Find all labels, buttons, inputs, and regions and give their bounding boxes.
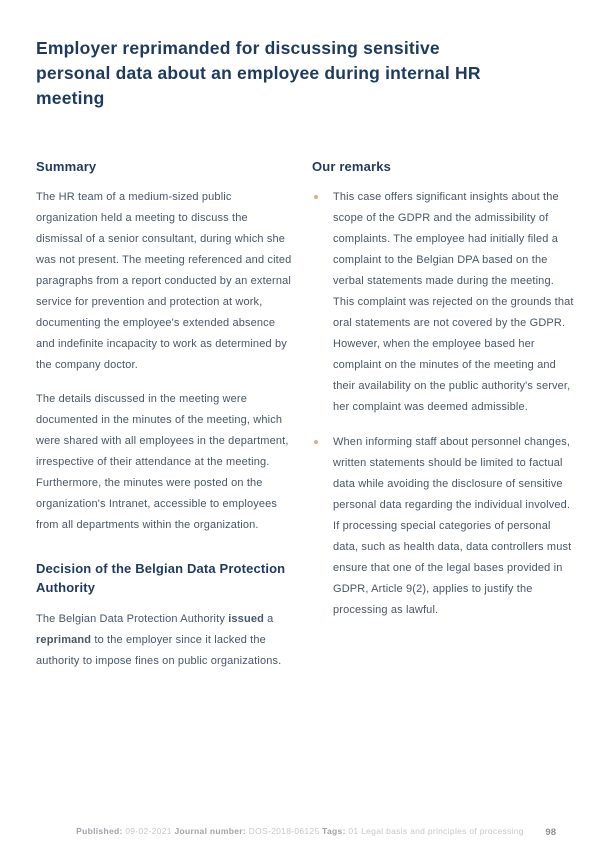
tags-label: Tags: xyxy=(322,826,346,836)
decision-text-segment-bold: reprimand xyxy=(36,634,92,647)
decision-heading: Decision of the Belgian Data Protection Authority xyxy=(36,561,286,596)
right-column xyxy=(312,158,574,686)
journal-number-label: Journal number: xyxy=(174,826,246,836)
published-value: 09-02-2021 xyxy=(125,826,172,836)
page-title: Employer reprimanded for discussing sensitive personal data about an employee during internal HR meeting xyxy=(36,38,481,109)
content-columns xyxy=(36,158,574,686)
journal-number-value: DOS-2018-06125 xyxy=(248,826,320,836)
decision-text-segment-bold: issued xyxy=(228,613,264,626)
page-number: 98 xyxy=(545,827,556,838)
bullet-icon xyxy=(314,195,318,199)
remarks-heading: Our remarks xyxy=(312,158,391,174)
tags-value: 01 Legal basis and principles of processing xyxy=(348,826,524,836)
remarks-section xyxy=(312,158,574,622)
remark-text: This case offers significant insights about the scope of the GDPR and the admissibility of complaints. The employee had initially filed a complaint to the Belgian DPA based on the verbal statements made during the meeting. This complaint was rejected on the grounds that oral statements are not covered by the GDPR. However, when the employee based her complaint on the minutes of the meeting and their availability on the public authority's server, her complaint was deemed admissible. xyxy=(333,191,574,414)
left-column xyxy=(36,158,292,686)
published-label: Published: xyxy=(76,826,123,836)
summary-paragraph: The details discussed in the meeting were documented in the minutes of the meeting, which were shared with all employees in the department, irrespective of their attendance at the meeting. Furthermore, the minutes were posted on the organization's Intranet, accessible to employees from all departments within the organization. xyxy=(36,393,289,532)
remark-item xyxy=(312,187,574,418)
remark-text: When informing staff about personnel changes, written statements should be limited to factual data while avoiding the disclosure of sensitive personal data regarding the individual involved. If processing special categories of personal data, such as health data, data controllers must ensure that one of the legal bases provided in GDPR, Article 9(2), applies to justify the processing as lawful. xyxy=(333,436,572,617)
summary-paragraph: The HR team of a medium-sized public organization held a meeting to discuss the dismissal of a senior consultant, during which she was not present. The meeting referenced and cited paragraphs from a report conducted by an external service for prevention and protection at work, documenting the employee's extended absence and indefinite incapacity to work as determined by the company doctor. xyxy=(36,191,292,372)
decision-paragraph xyxy=(36,609,292,672)
decision-section xyxy=(36,560,292,672)
footer-metadata xyxy=(0,826,600,836)
remarks-list xyxy=(312,187,574,621)
bullet-icon xyxy=(314,440,318,444)
remark-item xyxy=(312,432,574,621)
decision-text-segment: The Belgian Data Protection Authority xyxy=(36,613,229,626)
summary-section xyxy=(36,158,292,537)
decision-text-segment: to the employer since it lacked the authority to impose fines on public organizations. xyxy=(36,634,282,668)
decision-text-segment: a xyxy=(263,613,274,626)
summary-heading: Summary xyxy=(36,158,97,174)
